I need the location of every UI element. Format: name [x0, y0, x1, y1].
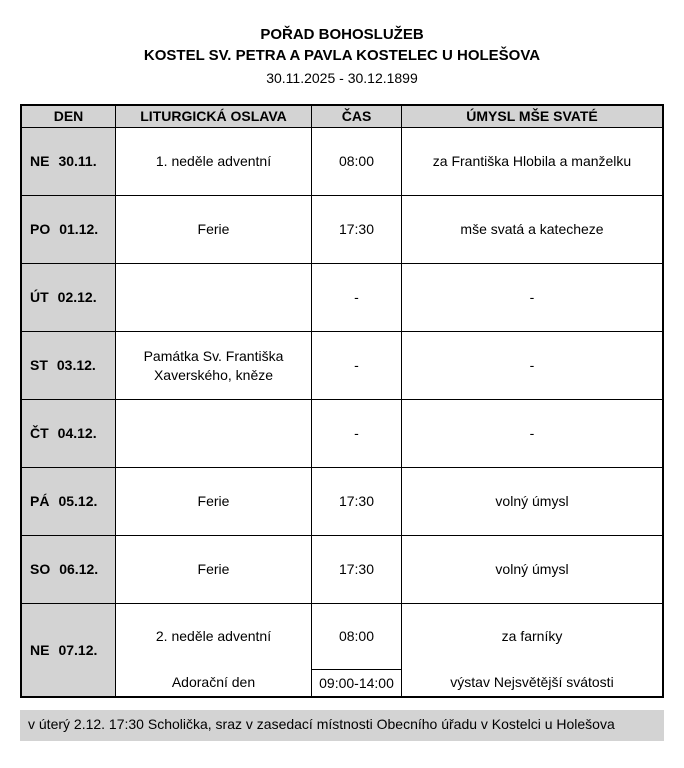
- header-umysl: ÚMYSL MŠE SVATÉ: [466, 108, 598, 124]
- table-header-row: [22, 106, 662, 128]
- time-cell: 17:30: [312, 196, 402, 263]
- intention-cell: volný úmysl: [495, 493, 569, 509]
- day-date: 01.12.: [59, 221, 99, 237]
- day-abbrev: PO: [30, 221, 51, 237]
- intention-cell: -: [529, 357, 535, 373]
- document-title: POŘAD BOHOSLUŽEB: [260, 26, 424, 43]
- day-abbrev: ČT: [30, 425, 49, 441]
- day-date: 30.11.: [58, 153, 97, 169]
- celebration-cell: Ferie: [116, 468, 312, 535]
- day-date: 04.12.: [57, 425, 97, 441]
- day-abbrev: ST: [30, 357, 48, 373]
- celebration-cell: [116, 400, 312, 467]
- date-range: 30.11.2025 - 30.12.1899: [266, 70, 418, 86]
- table-row: [22, 536, 662, 604]
- schedule-table: [20, 104, 664, 698]
- table-row: [22, 332, 662, 400]
- day-cell: [22, 196, 116, 263]
- day-date: 06.12.: [59, 561, 99, 577]
- day-abbrev: ÚT: [30, 289, 49, 305]
- schedule-body: [22, 128, 662, 696]
- table-row: [22, 264, 662, 332]
- intention-cell: -: [529, 425, 535, 441]
- day-abbrev: SO: [30, 561, 51, 577]
- time-line-1: 08:00: [338, 628, 375, 644]
- celebration-cell: [116, 264, 312, 331]
- document-title-block: [20, 24, 664, 88]
- church-name: KOSTEL SV. PETRA A PAVLA KOSTELEC U HOLEŠOVA: [143, 47, 541, 64]
- day-cell: [22, 536, 116, 603]
- celebration-cell: Ferie: [116, 196, 312, 263]
- day-cell: [22, 468, 116, 535]
- day-cell: [22, 264, 116, 331]
- intention-cell: -: [529, 289, 535, 305]
- day-abbrev: NE: [30, 641, 50, 658]
- header-liturgicka-oslava: LITURGICKÁ OSLAVA: [116, 106, 312, 127]
- intention-cell: mše svatá a katecheze: [460, 221, 604, 237]
- table-row: [22, 604, 662, 696]
- table-row: [22, 400, 662, 468]
- day-cell: [22, 332, 116, 399]
- time-line-2: 09:00-14:00: [312, 669, 401, 696]
- celebration-line-1: 2. neděle adventní: [155, 628, 272, 644]
- header-cas: ČAS: [312, 106, 402, 127]
- time-cell: 17:30: [312, 536, 402, 603]
- intention-cell: volný úmysl: [495, 561, 569, 577]
- day-date: 02.12.: [57, 289, 97, 305]
- time-cell: 08:00: [312, 128, 402, 195]
- intention-line-1: za farníky: [501, 628, 563, 644]
- intention-cell: [402, 604, 662, 696]
- header-den: DEN: [22, 106, 116, 127]
- day-abbrev: NE: [30, 153, 50, 169]
- celebration-cell: Ferie: [116, 536, 312, 603]
- celebration-cell: 1. neděle adventní: [116, 128, 312, 195]
- time-cell: -: [312, 264, 402, 331]
- intention-line-2: výstav Nejsvětější svátosti: [450, 674, 614, 690]
- table-row: [22, 196, 662, 264]
- footer-note: v úterý 2.12. 17:30 Scholička, sraz v zasedací místnosti Obecního úřadu v Kostelci u Holešova: [20, 710, 664, 741]
- day-cell: [22, 604, 116, 696]
- day-abbrev: PÁ: [30, 493, 50, 509]
- celebration-line-2: Adorační den: [171, 674, 256, 690]
- day-date: 07.12.: [58, 641, 98, 658]
- time-cell: -: [312, 400, 402, 467]
- celebration-cell: Památka Sv. Františka Xaverského, kněze: [116, 332, 312, 399]
- celebration-cell: [116, 604, 312, 696]
- table-row: [22, 128, 662, 196]
- time-cell: 17:30: [312, 468, 402, 535]
- time-cell: -: [312, 332, 402, 399]
- table-row: [22, 468, 662, 536]
- day-cell: [22, 400, 116, 467]
- day-date: 05.12.: [58, 493, 98, 509]
- day-date: 03.12.: [56, 357, 96, 373]
- intention-cell: za Františka Hlobila a manželku: [432, 153, 632, 169]
- time-cell: [312, 604, 402, 696]
- day-cell: [22, 128, 116, 195]
